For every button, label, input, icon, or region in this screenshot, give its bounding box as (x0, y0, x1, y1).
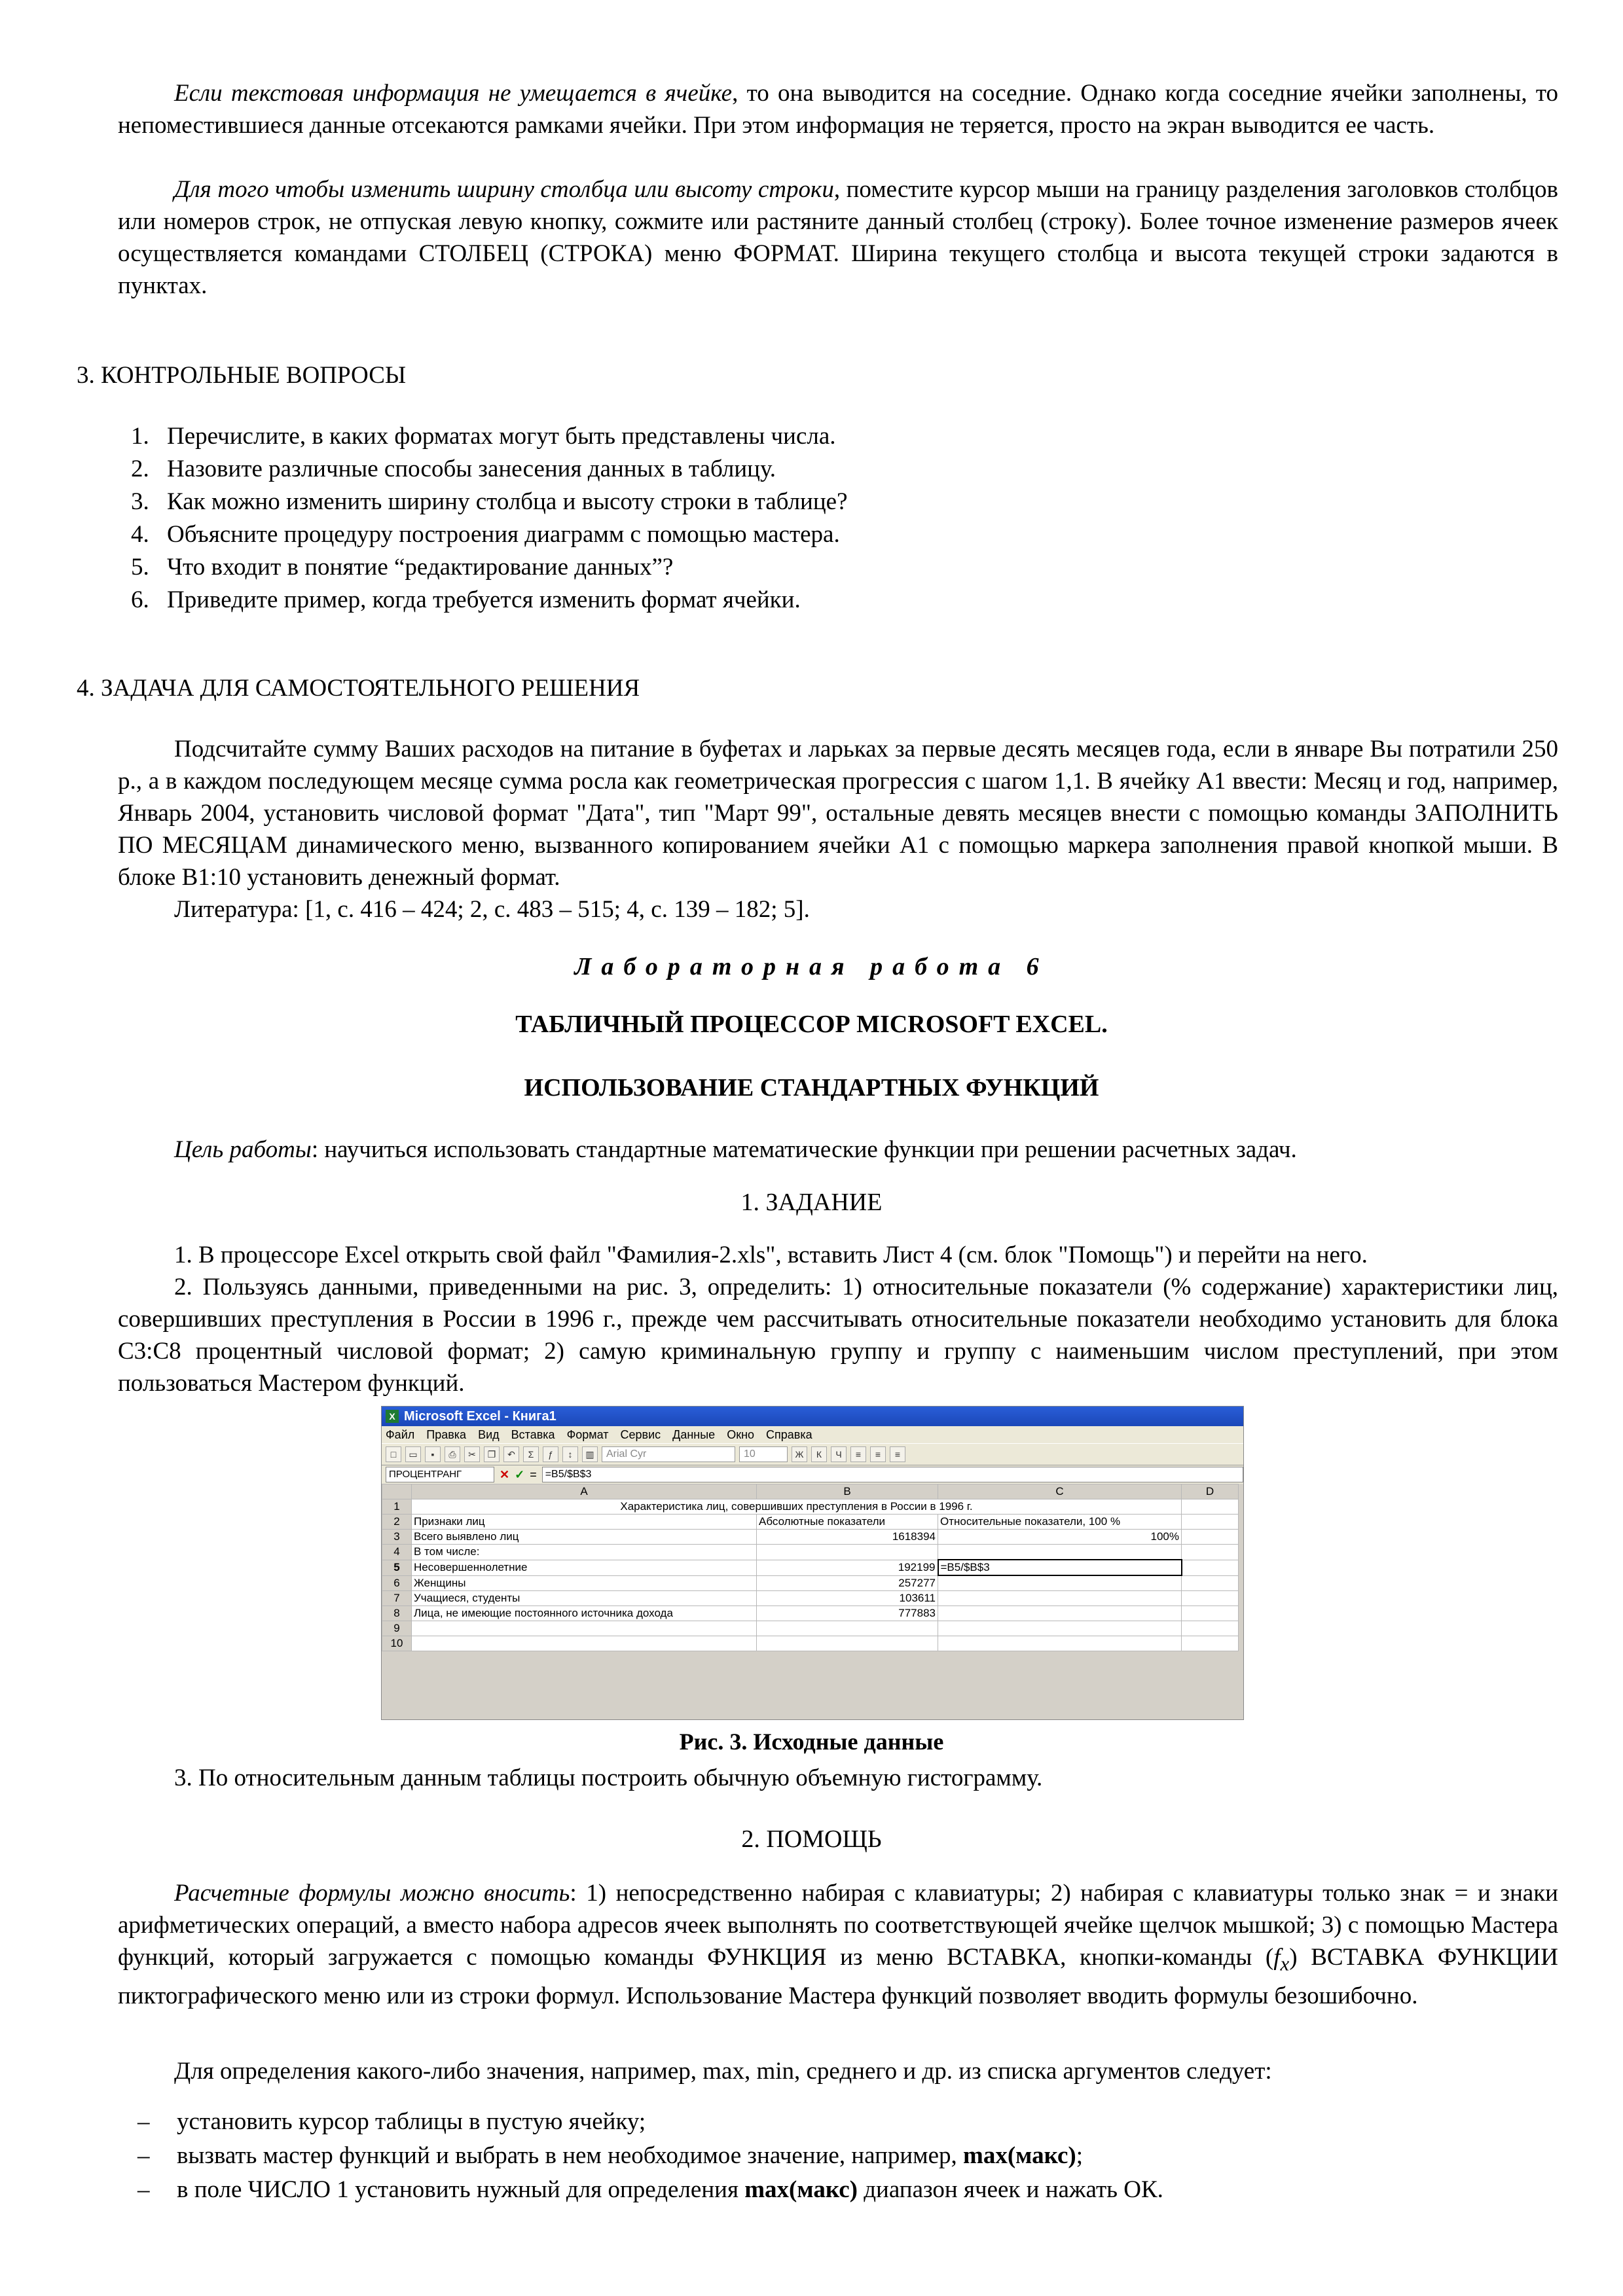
row-header[interactable]: 7 (382, 1591, 412, 1606)
cell[interactable] (1182, 1545, 1239, 1560)
menu-item[interactable]: Формат (566, 1427, 609, 1441)
cell[interactable] (412, 1621, 757, 1636)
cell[interactable] (1182, 1560, 1239, 1575)
equals-icon[interactable]: = (530, 1467, 537, 1481)
table-row (382, 1606, 1239, 1621)
print-icon[interactable]: ⎙ (445, 1446, 460, 1462)
lab-title-1: ТАБЛИЧНЫЙ ПРОЦЕССОР MICROSOFT EXCEL. (515, 1011, 1108, 1038)
align-center-icon[interactable]: ≡ (870, 1446, 886, 1462)
cell[interactable] (938, 1591, 1182, 1606)
goal-paragraph: Цель работы: научиться использовать стандартные математические функции при решении расчетных задач. (174, 1136, 1297, 1163)
help-paragraph-2: Для определения какого-либо значения, например, max, min, среднего и др. из списка аргументов следует: (174, 2058, 1272, 2085)
row-header[interactable]: 2 (382, 1515, 412, 1530)
cell[interactable]: 777883 (757, 1606, 938, 1621)
cell[interactable]: Учащиеся, студенты (412, 1591, 757, 1606)
intro-text-2: , поместите курсор мыши на границу разделения заголовков столбцов или номеров строк, не отпуская левую кнопку, сожмите или растяните данный столбец (строку). Более точное изменение размеров ячеек осуществляется командами СТОЛБЕЦ (СТРОКА) меню ФОРМАТ. Ширина текущего столбца и высота текущей строки задаются в пунктах. (118, 176, 1558, 299)
cell[interactable]: В том числе: (412, 1545, 757, 1560)
formula-bar (382, 1465, 1243, 1484)
intro-paragraph-1 (118, 77, 1558, 141)
help-paragraph-1: Расчетные формулы можно вносить: 1) непосредственно набирая с клавиатуры; 2) набирая с клавиатуры только знак = и знаки арифметических операций, а вместо набора адресов ячеек выполнять по соответствующей ячейке щелчок мышкой; 3) с помощью Мастера функций, который загружается с помощью команды ФУНКЦИЯ из меню ВСТАВКА, кнопки-команды $(f_x)$ ВСТАВКА ФУНКЦИИ пиктографического меню или из строки формул. Использование Мастера функций позволяет вводить формулы безошибочно. (118, 1880, 1558, 2010)
list-item: 6. Приведите пример, когда требуется изменить формат ячейки. (131, 586, 801, 613)
table-row (382, 1530, 1239, 1545)
list-item: 2. Назовите различные способы занесения данных в таблицу. (131, 456, 776, 482)
select-all-corner[interactable] (382, 1484, 412, 1499)
function-icon[interactable]: ƒ (543, 1446, 558, 1462)
table-row (382, 1575, 1239, 1591)
column-header[interactable]: B (757, 1484, 938, 1499)
font-name-select[interactable]: Arial Cyr (602, 1446, 735, 1462)
column-header[interactable]: C (938, 1484, 1182, 1499)
lab-heading: Лабораторная работа 6 (574, 953, 1049, 980)
cell[interactable] (1182, 1575, 1239, 1591)
align-right-icon[interactable]: ≡ (890, 1446, 905, 1462)
table-row (382, 1499, 1239, 1515)
excel-menu-bar (382, 1426, 1243, 1443)
cell[interactable]: 1618394 (757, 1530, 938, 1545)
cell[interactable] (1182, 1591, 1239, 1606)
row-header[interactable]: 5 (382, 1560, 412, 1575)
cell[interactable] (757, 1545, 938, 1560)
cell[interactable]: 103611 (757, 1591, 938, 1606)
task-paragraph: Подсчитайте сумму Ваших расходов на питание в буфетах и ларьках за первые десять месяцев года, если в январе Вы потратили 250 р., а в каждом последующем месяце сумма росла как геометрическая прогрессия с шагом 1,1. В ячейку А1 ввести: Месяц и год, например, Январь 2004, установить числовой формат "Дата", тип "Март 99", остальные девять месяцев внести с помощью команды ЗАПОЛНИТЬ ПО МЕСЯЦАМ динамического меню, вызванного копированием ячейки А1 с помощью маркера заполнения правой кнопкой мыши. В блоке В1:10 установить денежный формат. (118, 736, 1558, 891)
task-item-1: 1. В процессоре Excel открыть свой файл "Фамилия-2.xls", вставить Лист 4 (см. блок "Помощь") и перейти на него. (174, 1242, 1368, 1268)
align-left-icon[interactable]: ≡ (850, 1446, 866, 1462)
cell[interactable] (1182, 1621, 1239, 1636)
cut-icon[interactable]: ✂ (464, 1446, 480, 1462)
intro-paragraph-2 (118, 173, 1558, 302)
row-header[interactable]: 4 (382, 1545, 412, 1560)
intro-italic-2: Для того чтобы изменить ширину столбца или высоту строки (174, 176, 834, 203)
table-row (382, 1621, 1239, 1636)
column-headers (382, 1484, 1239, 1499)
cell[interactable] (757, 1636, 938, 1651)
cell[interactable] (938, 1636, 1182, 1651)
table-row (382, 1545, 1239, 1560)
cell[interactable] (1182, 1636, 1239, 1651)
cell[interactable]: 100% (938, 1530, 1182, 1545)
cell[interactable] (938, 1621, 1182, 1636)
cell[interactable] (1182, 1515, 1239, 1530)
new-icon[interactable]: □ (386, 1446, 401, 1462)
list-item: 3. Как можно изменить ширину столбца и высоту строки в таблице? (131, 488, 848, 515)
menu-item[interactable]: Правка (426, 1427, 467, 1441)
cell[interactable] (757, 1621, 938, 1636)
excel-toolbar (382, 1443, 1243, 1465)
row-header[interactable]: 1 (382, 1499, 412, 1515)
menu-item[interactable]: Сервис (620, 1427, 661, 1441)
list-item: – в поле ЧИСЛО 1 установить нужный для определения max(макс) диапазон ячеек и нажать ОК. (137, 2176, 1163, 2203)
cell[interactable]: Несовершеннолетние (412, 1560, 757, 1575)
row-header[interactable]: 3 (382, 1530, 412, 1545)
cell[interactable] (938, 1575, 1182, 1591)
menu-item[interactable]: Окно (727, 1427, 755, 1441)
cell[interactable] (938, 1606, 1182, 1621)
spreadsheet-grid (382, 1484, 1239, 1651)
bold-icon[interactable]: Ж (792, 1446, 807, 1462)
name-box[interactable]: ПРОЦЕНТРАНГ (386, 1467, 494, 1482)
menu-item[interactable]: Данные (672, 1427, 716, 1441)
intro-italic-1: Если текстовая информация не умещается в ячейке (174, 80, 733, 107)
list-item: 5. Что входит в понятие “редактирование данных”? (131, 554, 674, 581)
section-4-title: 4. ЗАДАЧА ДЛЯ САМОСТОЯТЕЛЬНОГО РЕШЕНИЯ (77, 675, 640, 702)
open-icon[interactable]: ▭ (405, 1446, 421, 1462)
cell[interactable]: Абсолютные показатели (757, 1515, 938, 1530)
table-row (382, 1560, 1239, 1575)
save-icon[interactable]: ▪ (425, 1446, 441, 1462)
list-item: 4. Объясните процедуру построения диаграмм с помощью мастера. (131, 521, 840, 548)
literature: Литература: [1, с. 416 – 424; 2, с. 483 – 515; 4, с. 139 – 182; 5]. (174, 896, 810, 923)
intro-text-1: , то она выводится на соседние. Однако когда соседние ячейки заполнены, то непоместившиеся данные отсекаются рамками ячейки. При этом информация не теряется, просто на экран выводится ее часть. (118, 80, 1559, 139)
undo-icon[interactable]: ↶ (503, 1446, 519, 1462)
list-item: – вызвать мастер функций и выбрать в нем необходимое значение, например, max(макс); (137, 2142, 1084, 2169)
sum-icon[interactable]: Σ (523, 1446, 539, 1462)
menu-item[interactable]: Справка (766, 1427, 812, 1441)
cell[interactable] (1182, 1499, 1239, 1515)
menu-item[interactable]: Вставка (511, 1427, 555, 1441)
excel-app-icon: X (386, 1410, 399, 1423)
chart-icon[interactable]: ▥ (582, 1446, 598, 1462)
row-header[interactable]: 6 (382, 1575, 412, 1591)
copy-icon[interactable]: ❐ (484, 1446, 500, 1462)
cell[interactable] (1182, 1606, 1239, 1621)
list-item: – установить курсор таблицы в пустую ячейку; (137, 2108, 646, 2135)
task-item-3: 3. По относительным данным таблицы построить обычную объемную гистограмму. (174, 1765, 1043, 1791)
task-title: 1. ЗАДАНИЕ (740, 1189, 883, 1216)
cell[interactable]: Женщины (412, 1575, 757, 1591)
table-row (382, 1515, 1239, 1530)
column-header[interactable]: D (1182, 1484, 1239, 1499)
active-cell[interactable]: =B5/$B$3 (938, 1560, 1182, 1575)
help-title: 2. ПОМОЩЬ (741, 1825, 882, 1853)
cell[interactable]: 257277 (757, 1575, 938, 1591)
cell[interactable] (412, 1636, 757, 1651)
column-header[interactable]: A (412, 1484, 757, 1499)
table-row (382, 1591, 1239, 1606)
italic-icon[interactable]: К (811, 1446, 827, 1462)
row-header[interactable]: 9 (382, 1621, 412, 1636)
sort-icon[interactable]: ↕ (562, 1446, 578, 1462)
cell[interactable]: Относительные показатели, 100 % (938, 1515, 1182, 1530)
menu-item[interactable]: Файл (386, 1427, 415, 1441)
lab-title-2: ИСПОЛЬЗОВАНИЕ СТАНДАРТНЫХ ФУНКЦИЙ (524, 1074, 1099, 1102)
cell[interactable] (1182, 1530, 1239, 1545)
excel-title-bar: X Microsoft Excel - Книга1 (382, 1407, 1243, 1426)
task-item-2: 2. Пользуясь данными, приведенными на рис. 3, определить: 1) относительные показатели (% содержание) характеристики лиц, совершивших преступления в России в 1996 г., прежде чем рассчитывать относительные показатели необходимо установить для блока С3:С8 процентный числовой формат; 2) самую криминальную группу и группу с наименьшим числом преступлений, при этом пользоваться Мастером функций. (118, 1274, 1558, 1397)
cell[interactable]: Лица, не имеющие постоянного источника дохода (412, 1606, 757, 1621)
excel-screenshot (381, 1406, 1244, 1720)
cell[interactable] (938, 1545, 1182, 1560)
row-header[interactable]: 10 (382, 1636, 412, 1651)
control-questions-list (131, 420, 848, 617)
table-row (382, 1636, 1239, 1651)
enter-icon[interactable]: ✓ (515, 1467, 525, 1481)
cell[interactable]: 192199 (757, 1560, 938, 1575)
figure-caption: Рис. 3. Исходные данные (679, 1729, 944, 1755)
row-header[interactable]: 8 (382, 1606, 412, 1621)
formula-input[interactable]: =B5/$B$3 (542, 1467, 1243, 1482)
cell[interactable]: Признаки лиц (412, 1515, 757, 1530)
list-item: 1. Перечислите, в каких форматах могут быть представлены числа. (131, 423, 836, 450)
cell[interactable]: Характеристика лиц, совершивших преступления в России в 1996 г. (412, 1499, 1182, 1515)
menu-item[interactable]: Вид (478, 1427, 500, 1441)
font-size-select[interactable]: 10 (739, 1446, 788, 1462)
section-3-title: 3. КОНТРОЛЬНЫЕ ВОПРОСЫ (77, 362, 407, 389)
underline-icon[interactable]: Ч (831, 1446, 847, 1462)
cell[interactable]: Всего выявлено лиц (412, 1530, 757, 1545)
cancel-icon[interactable]: ✕ (500, 1467, 510, 1481)
